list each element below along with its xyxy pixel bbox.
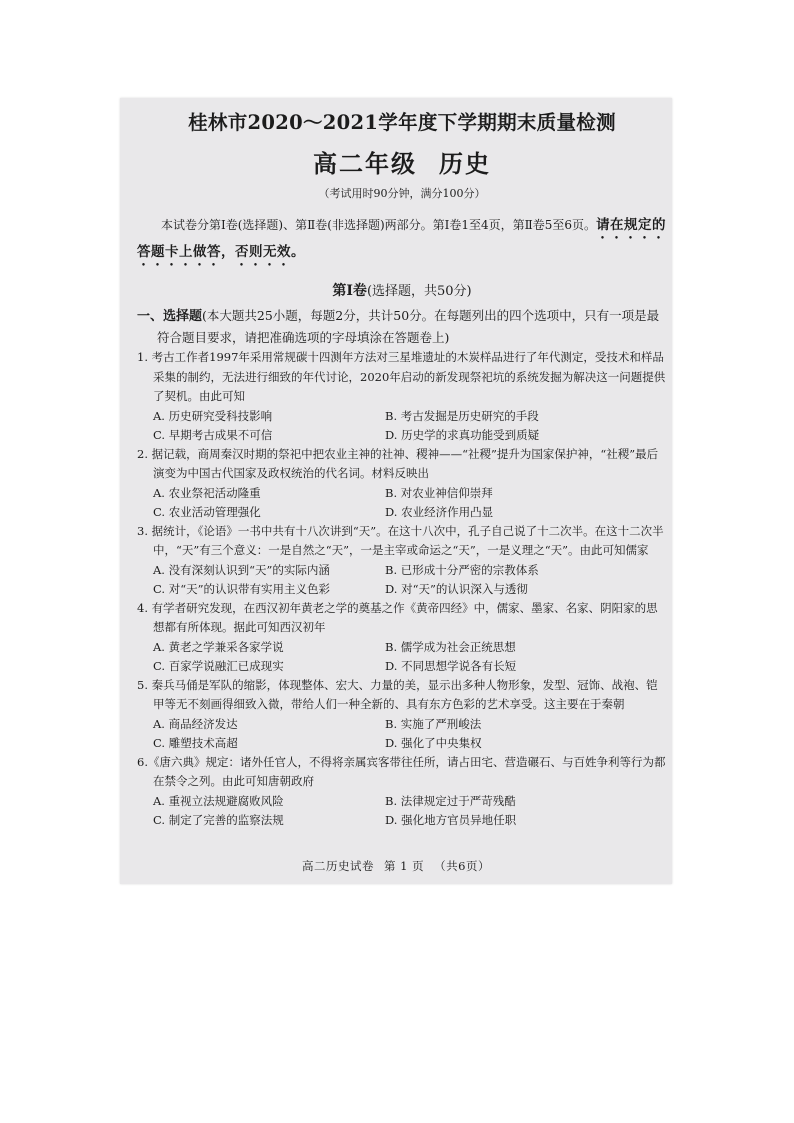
- part-one-label: 一、选择题: [137, 309, 203, 324]
- option-a: A. 重视立法规避腐败风险: [153, 793, 284, 808]
- question-options: [137, 792, 667, 830]
- option-d: D. 不同思想学说各有长短: [385, 658, 517, 673]
- option-c: C. 农业活动管理强化: [153, 504, 261, 519]
- option-d: D. 历史学的求真功能受到质疑: [385, 427, 540, 442]
- option-a: A. 黄老之学兼采各家学说: [153, 639, 284, 654]
- option-a: A. 农业祭祀活动隆重: [153, 485, 261, 500]
- option-d: D. 强化地方官员异地任职: [385, 812, 517, 827]
- question-stem: 2. 据记载，商周秦汉时期的祭祀中把农业主神的社神、稷神——“社稷”提升为国家保护神，“社稷”最后演变为中国古代国家及政权统治的代名词。材料反映出: [137, 446, 659, 480]
- option-c: C. 制定了完善的监察法规: [153, 812, 284, 827]
- option-b: B. 考古发掘是历史研究的手段: [385, 408, 539, 423]
- question-stem: 5. 秦兵马俑是军队的缩影，体现整体、宏大、力量的美，显示出多种人物形象，发型、冠饰、战袍、铠甲等无不刻画得细致入微，带给人们一种全新的、具有东方色彩的艺术享受。这主要在于秦朝: [137, 677, 658, 711]
- instructions: [137, 215, 667, 269]
- section-name: 第Ⅰ卷: [332, 283, 367, 299]
- question-1: [137, 348, 667, 445]
- option-b: B. 实施了严刑峻法: [385, 716, 482, 731]
- exam-paper-page: [120, 98, 672, 884]
- question-options: [137, 638, 667, 676]
- page-content: [137, 108, 667, 830]
- question-options: [137, 484, 667, 522]
- option-b: B. 对农业神信仰崇拜: [385, 485, 493, 500]
- option-d: D. 农业经济作用凸显: [385, 504, 494, 519]
- question-options: [137, 407, 667, 445]
- part-one-heading: [137, 305, 667, 348]
- option-d: D. 对“天”的认识深入与透彻: [385, 581, 528, 596]
- instructions-text: 本试卷分第Ⅰ卷(选择题)、第Ⅱ卷(非选择题)两部分。第Ⅰ卷1至4页，第Ⅱ卷5至6页。: [161, 218, 597, 232]
- page-footer: [120, 858, 672, 874]
- option-a: A. 没有深刻认识到“天”的实际内涵: [153, 562, 330, 577]
- option-d: D. 强化了中央集权: [385, 735, 482, 750]
- option-c: C. 雕塑技术高超: [153, 735, 238, 750]
- exam-title: 桂林市2020～2021学年度下学期期末质量检测: [188, 111, 616, 134]
- grade-subject-heading: [137, 147, 667, 181]
- option-b: B. 儒学成为社会正统思想: [385, 639, 516, 654]
- section-heading: [137, 280, 667, 302]
- question-3: [137, 522, 667, 599]
- instructions-notice: 请在规定的答题卡上做答，否则无效。: [137, 217, 667, 260]
- option-c: C. 早期考古成果不可信: [153, 427, 273, 442]
- question-4: [137, 599, 667, 676]
- part-one-desc: (本大题共25小题，每题2分，共计50分。在每题列出的四个选项中，只有一项是最符合题目要求，请把准确选项的字母填涂在答题卷上): [157, 308, 660, 345]
- option-b: B. 法律规定过于严苛残酷: [385, 793, 516, 808]
- question-stem: 4. 有学者研究发现，在西汉初年黄老之学的奠基之作《黄帝四经》中，儒家、墨家、名家、阴阳家的思想都有所体现。据此可知西汉初年: [137, 600, 658, 634]
- exam-time-note: （考试用时90分钟，满分100分）: [318, 187, 486, 200]
- question-stem: 6.《唐六典》规定：诸外任官人，不得将亲属宾客带往任所，请占田宅、营造碾石、与百姓争利等行为都在禁令之列。由此可知唐朝政府: [137, 754, 666, 788]
- section-note: (选择题，共50分): [366, 284, 472, 299]
- question-options: [137, 715, 667, 753]
- question-6: [137, 753, 667, 830]
- option-a: A. 商品经济发达: [153, 716, 238, 731]
- question-2: [137, 445, 667, 522]
- question-stem: 3. 据统计，《论语》一书中共有十八次讲到“天”。在这十八次中，孔子自己说了十二次半。在这十二次半中，“天”有三个意义：一是自然之“天”，一是主宰或命运之“天”，一是义理之“天”。由此可知儒家: [137, 523, 664, 557]
- subject-label: 历史: [439, 149, 491, 178]
- option-c: C. 对“天”的认识带有实用主义色彩: [153, 581, 330, 596]
- option-c: C. 百家学说融汇已成现实: [153, 658, 284, 673]
- question-options: [137, 561, 667, 599]
- grade-label: 高二年级: [313, 149, 417, 178]
- footer-page-number: 第 1 页: [384, 859, 425, 873]
- question-5: [137, 676, 667, 753]
- option-a: A. 历史研究受科技影响: [153, 408, 273, 423]
- question-stem: 1. 考古工作者1997年采用常规碳十四测年方法对三星堆遗址的木炭样品进行了年代测定，受技术和样品采集的制约，无法进行细致的年代讨论，2020年启动的新发现祭祀坑的系统发掘为解决这一问题提供了契机。由此可知: [137, 350, 666, 403]
- footer-exam-name: 高二历史试卷: [302, 859, 375, 873]
- option-b: B. 已形成十分严密的宗教体系: [385, 562, 539, 577]
- footer-total-pages: （共6页）: [434, 859, 490, 873]
